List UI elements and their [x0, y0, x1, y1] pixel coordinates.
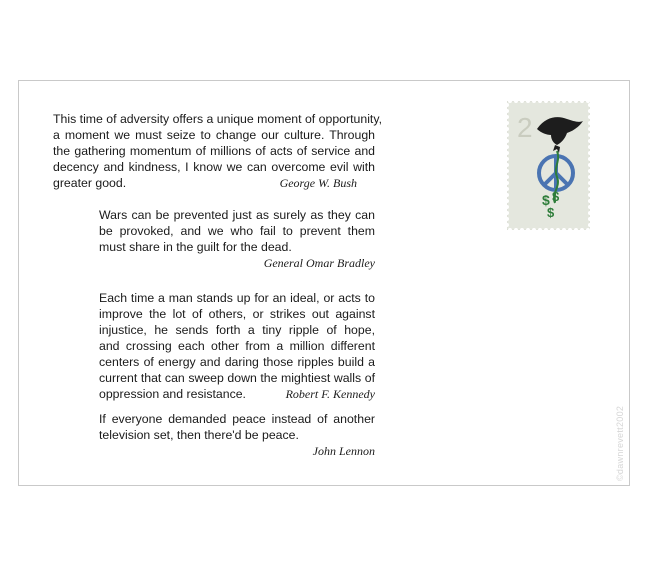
quote-bradley — [99, 207, 375, 271]
stamp-graphic — [507, 101, 590, 230]
quote-line: centers of energy and daring those ripples build a — [99, 355, 375, 369]
quote-line: and crossing each other from a million different — [99, 339, 375, 353]
quote-line: This time of adversity offers a unique moment of opportunity, — [53, 112, 382, 126]
quote-kennedy — [99, 290, 375, 402]
quote-line-text: greater good. — [53, 176, 127, 190]
postage-stamp — [507, 101, 590, 230]
copyright-text: ©dawnrevett2002 — [615, 405, 625, 481]
quote-line: a moment we must seize to change our culture. Through — [53, 128, 375, 142]
quote-line: current that can sweep down the mightiest walls of — [99, 371, 375, 385]
svg-text:$: $ — [547, 205, 555, 220]
quote-line: the gathering momentum of millions of acts of service and — [53, 144, 375, 158]
quote-line: television set, then there'd be peace. — [99, 428, 299, 442]
quote-line: Wars can be prevented just as surely as they can — [99, 208, 375, 222]
stamp-denomination: 2 — [517, 112, 533, 143]
quote-line: injustice, he sends forth a tiny ripple of hope, — [99, 323, 375, 337]
quote-line: decency and kindness, I know we can overcome evil with — [53, 160, 375, 174]
quote-author: General Omar Bradley — [263, 256, 375, 270]
copyright-credit — [615, 381, 627, 481]
quote-bush — [53, 111, 382, 191]
quote-author: John Lennon — [312, 444, 375, 458]
quote-author: Robert F. Kennedy — [285, 387, 375, 401]
quote-line — [99, 386, 375, 402]
svg-text:$: $ — [542, 192, 550, 208]
svg-text:$: $ — [552, 189, 560, 204]
quote-line-text: oppression and resistance. — [99, 387, 246, 401]
quote-line: Each time a man stands up for an ideal, or acts to — [99, 291, 375, 305]
quote-lennon — [99, 411, 375, 459]
quote-line: must share in the guilt for the dead. — [99, 240, 292, 254]
postcard — [18, 80, 630, 486]
quote-line: improve the lot of others, or strikes out against — [99, 307, 375, 321]
quote-author: George W. Bush — [279, 176, 357, 190]
quote-line: be provoked, and we who fail to prevent them — [99, 224, 375, 238]
quote-line — [53, 175, 375, 191]
quote-line: If everyone demanded peace instead of another — [99, 412, 375, 426]
